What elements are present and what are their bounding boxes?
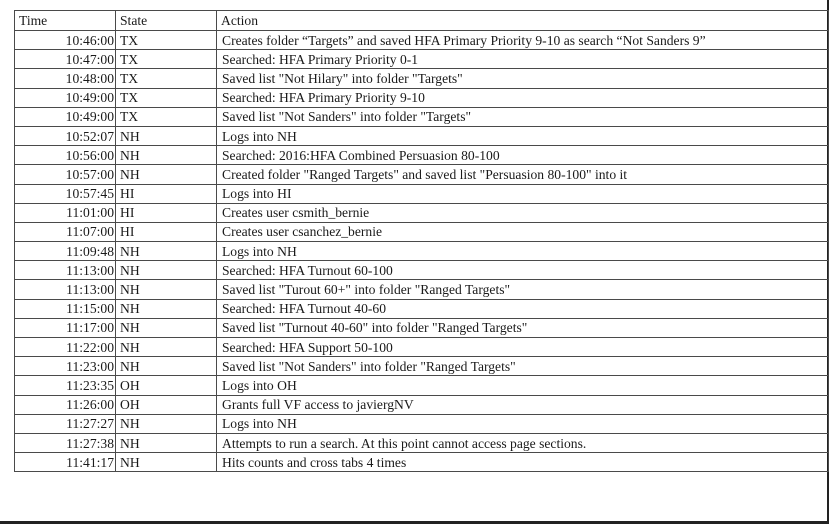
cell-action: Logs into NH — [217, 242, 829, 261]
cell-action: Searched: HFA Primary Priority 9-10 — [217, 88, 829, 107]
cell-time: 10:47:00 — [15, 50, 116, 69]
cell-time: 11:15:00 — [15, 299, 116, 318]
cell-action: Searched: HFA Primary Priority 0-1 — [217, 50, 829, 69]
cell-state: NH — [116, 357, 217, 376]
cell-action: Saved list "Not Sanders" into folder "Ranged Targets" — [217, 357, 829, 376]
cell-action: Saved list "Turout 60+" into folder "Ranged Targets" — [217, 280, 829, 299]
table-row — [15, 107, 829, 126]
cell-time: 11:23:35 — [15, 376, 116, 395]
cell-time: 11:26:00 — [15, 395, 116, 414]
cell-action: Searched: 2016:HFA Combined Persuasion 80-100 — [217, 146, 829, 165]
cell-time: 10:52:07 — [15, 126, 116, 145]
cell-state: HI — [116, 203, 217, 222]
activity-log-table — [14, 10, 829, 472]
cell-time: 10:46:00 — [15, 31, 116, 50]
table-row — [15, 338, 829, 357]
table-row — [15, 203, 829, 222]
table-row — [15, 126, 829, 145]
table-row — [15, 184, 829, 203]
cell-state: NH — [116, 414, 217, 433]
cell-action: Searched: HFA Support 50-100 — [217, 338, 829, 357]
cell-state: TX — [116, 88, 217, 107]
cell-action: Attempts to run a search. At this point cannot access page sections. — [217, 433, 829, 452]
cell-state: NH — [116, 280, 217, 299]
cell-state: TX — [116, 107, 217, 126]
cell-action: Saved list "Not Sanders" into folder "Targets" — [217, 107, 829, 126]
table-row — [15, 69, 829, 88]
header-action: Action — [217, 11, 829, 31]
cell-time: 11:23:00 — [15, 357, 116, 376]
cell-time: 10:57:45 — [15, 184, 116, 203]
cell-action: Created folder "Ranged Targets" and saved list "Persuasion 80-100" into it — [217, 165, 829, 184]
cell-state: NH — [116, 433, 217, 452]
cell-state: NH — [116, 126, 217, 145]
cell-action: Searched: HFA Turnout 40-60 — [217, 299, 829, 318]
table-row — [15, 146, 829, 165]
cell-state: OH — [116, 376, 217, 395]
cell-time: 10:48:00 — [15, 69, 116, 88]
cell-action: Searched: HFA Turnout 60-100 — [217, 261, 829, 280]
table-row — [15, 395, 829, 414]
cell-state: NH — [116, 242, 217, 261]
cell-time: 11:09:48 — [15, 242, 116, 261]
cell-action: Saved list "Not Hilary" into folder "Targets" — [217, 69, 829, 88]
cell-time: 11:07:00 — [15, 222, 116, 241]
cell-action: Logs into HI — [217, 184, 829, 203]
table-row — [15, 165, 829, 184]
cell-state: NH — [116, 338, 217, 357]
cell-action: Saved list "Turnout 40-60" into folder "Ranged Targets" — [217, 318, 829, 337]
table-row — [15, 357, 829, 376]
cell-state: HI — [116, 222, 217, 241]
table-row — [15, 222, 829, 241]
cell-state: NH — [116, 146, 217, 165]
cell-action: Logs into NH — [217, 126, 829, 145]
cell-action: Logs into NH — [217, 414, 829, 433]
cell-action: Creates user csanchez_bernie — [217, 222, 829, 241]
cell-state: NH — [116, 165, 217, 184]
cell-action: Creates folder “Targets” and saved HFA Primary Priority 9-10 as search “Not Sanders 9” — [217, 31, 829, 50]
cell-action: Grants full VF access to javiergNV — [217, 395, 829, 414]
header-state: State — [116, 11, 217, 31]
table-row — [15, 376, 829, 395]
cell-time: 11:27:27 — [15, 414, 116, 433]
table-row — [15, 433, 829, 452]
table-row — [15, 242, 829, 261]
cell-time: 11:01:00 — [15, 203, 116, 222]
cell-state: OH — [116, 395, 217, 414]
cell-time: 10:49:00 — [15, 107, 116, 126]
table-row — [15, 280, 829, 299]
cell-time: 10:49:00 — [15, 88, 116, 107]
cell-action: Logs into OH — [217, 376, 829, 395]
cell-time: 11:17:00 — [15, 318, 116, 337]
cell-time: 11:27:38 — [15, 433, 116, 452]
cell-state: TX — [116, 31, 217, 50]
table-row — [15, 414, 829, 433]
cell-action: Creates user csmith_bernie — [217, 203, 829, 222]
cell-state: NH — [116, 299, 217, 318]
table-row — [15, 318, 829, 337]
cell-time: 10:57:00 — [15, 165, 116, 184]
table-body — [15, 31, 829, 472]
cell-state: NH — [116, 261, 217, 280]
cell-time: 11:13:00 — [15, 280, 116, 299]
cell-state: NH — [116, 453, 217, 472]
cell-time: 11:22:00 — [15, 338, 116, 357]
table-row — [15, 88, 829, 107]
cell-action: Hits counts and cross tabs 4 times — [217, 453, 829, 472]
cell-time: 11:13:00 — [15, 261, 116, 280]
cell-state: TX — [116, 69, 217, 88]
table-row — [15, 299, 829, 318]
table-row — [15, 453, 829, 472]
cell-state: TX — [116, 50, 217, 69]
cell-state: NH — [116, 318, 217, 337]
table-header-row — [15, 11, 829, 31]
cell-time: 11:41:17 — [15, 453, 116, 472]
cell-state: HI — [116, 184, 217, 203]
table-row — [15, 31, 829, 50]
table-row — [15, 50, 829, 69]
table-row — [15, 261, 829, 280]
header-time: Time — [15, 11, 116, 31]
cell-time: 10:56:00 — [15, 146, 116, 165]
